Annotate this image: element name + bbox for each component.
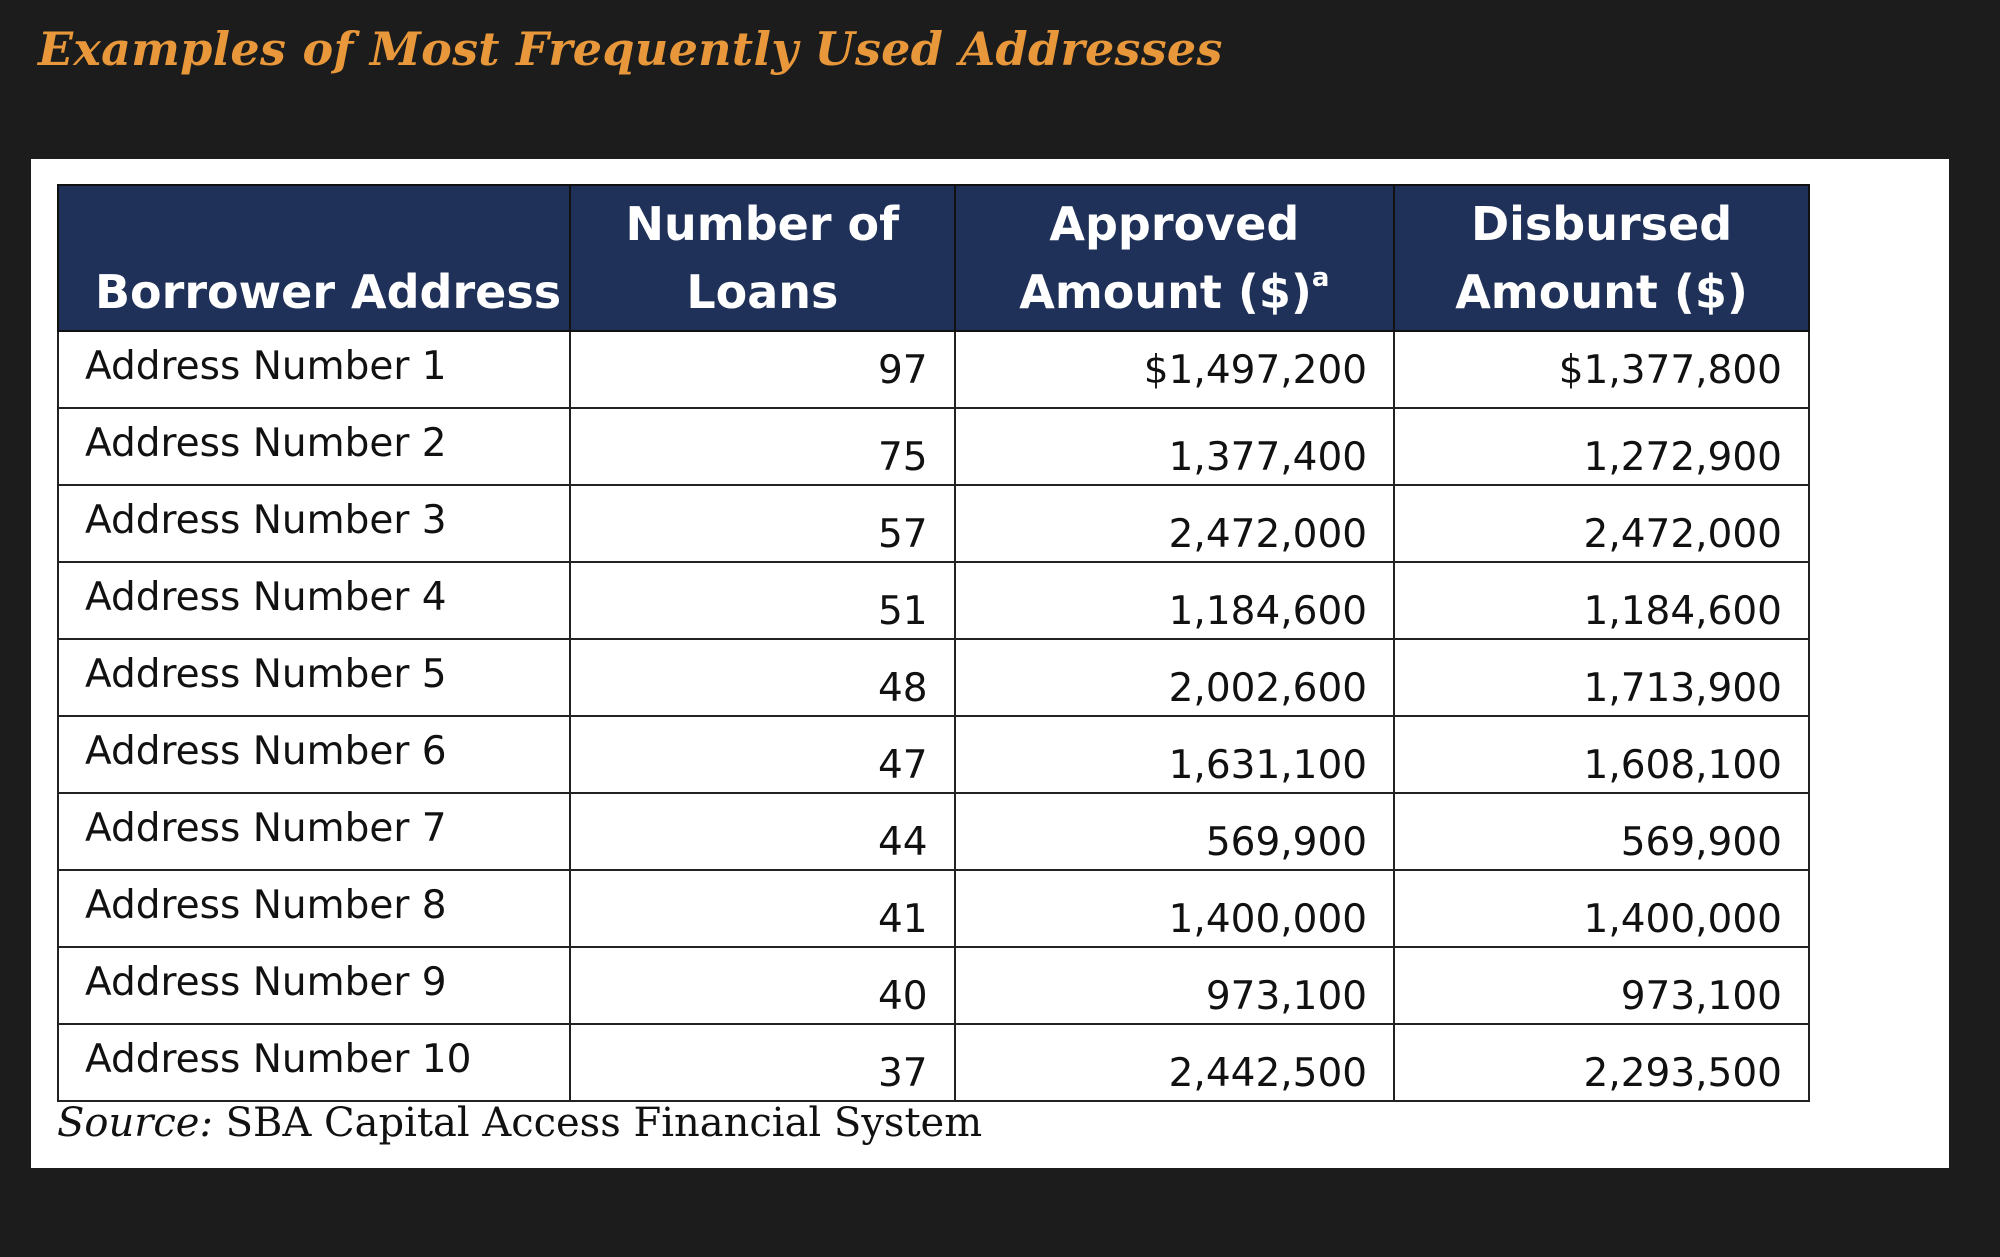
table-header-row (58, 185, 1809, 331)
cell-loans: 57 (570, 485, 954, 562)
cell-address: Address Number 6 (58, 716, 570, 793)
cell-loans: 41 (570, 870, 954, 947)
cell-loans: 47 (570, 716, 954, 793)
loans-table (57, 184, 1810, 1102)
table-row (58, 408, 1809, 485)
cell-approved: 1,631,100 (955, 716, 1395, 793)
footnote-marker: a (1311, 263, 1330, 293)
cell-address: Address Number 10 (58, 1024, 570, 1101)
table-row (58, 947, 1809, 1024)
table-row (58, 331, 1809, 408)
table-panel (31, 159, 1949, 1168)
cell-disbursed: 2,293,500 (1394, 1024, 1809, 1101)
cell-approved: 2,472,000 (955, 485, 1395, 562)
cell-address: Address Number 7 (58, 793, 570, 870)
cell-loans: 48 (570, 639, 954, 716)
cell-address: Address Number 3 (58, 485, 570, 562)
table-row (58, 793, 1809, 870)
cell-disbursed: 569,900 (1394, 793, 1809, 870)
cell-address: Address Number 8 (58, 870, 570, 947)
table-row (58, 639, 1809, 716)
cell-disbursed: 1,608,100 (1394, 716, 1809, 793)
cell-loans: 44 (570, 793, 954, 870)
cell-disbursed: 2,472,000 (1394, 485, 1809, 562)
cell-approved: 1,400,000 (955, 870, 1395, 947)
table-row (58, 485, 1809, 562)
cell-approved: 1,377,400 (955, 408, 1395, 485)
source-label: Source: (57, 1100, 213, 1146)
cell-loans: 40 (570, 947, 954, 1024)
cell-disbursed: 1,713,900 (1394, 639, 1809, 716)
cell-loans: 37 (570, 1024, 954, 1101)
table-row (58, 870, 1809, 947)
page-title: Examples of Most Frequently Used Addresses (38, 22, 1223, 76)
header-borrower-address: Borrower Address (58, 185, 570, 331)
table-row (58, 716, 1809, 793)
cell-address: Address Number 2 (58, 408, 570, 485)
cell-loans: 97 (570, 331, 954, 408)
cell-address: Address Number 5 (58, 639, 570, 716)
cell-disbursed: 1,184,600 (1394, 562, 1809, 639)
table-row (58, 1024, 1809, 1101)
cell-address: Address Number 9 (58, 947, 570, 1024)
cell-approved: $1,497,200 (955, 331, 1395, 408)
cell-approved: 2,442,500 (955, 1024, 1395, 1101)
cell-address: Address Number 4 (58, 562, 570, 639)
cell-loans: 75 (570, 408, 954, 485)
cell-address: Address Number 1 (58, 331, 570, 408)
cell-approved: 973,100 (955, 947, 1395, 1024)
cell-disbursed: 973,100 (1394, 947, 1809, 1024)
header-disbursed-amount: Disbursed Amount ($) (1394, 185, 1809, 331)
table-row (58, 562, 1809, 639)
cell-approved: 569,900 (955, 793, 1395, 870)
cell-approved: 1,184,600 (955, 562, 1395, 639)
header-approved-amount: Approved Amount ($)$^a$ (955, 185, 1395, 331)
cell-loans: 51 (570, 562, 954, 639)
source-text: SBA Capital Access Financial System (225, 1100, 983, 1146)
cell-approved: 2,002,600 (955, 639, 1395, 716)
source-note (57, 1100, 982, 1146)
header-number-of-loans: Number of Loans (570, 185, 954, 331)
cell-disbursed: $1,377,800 (1394, 331, 1809, 408)
cell-disbursed: 1,400,000 (1394, 870, 1809, 947)
cell-disbursed: 1,272,900 (1394, 408, 1809, 485)
